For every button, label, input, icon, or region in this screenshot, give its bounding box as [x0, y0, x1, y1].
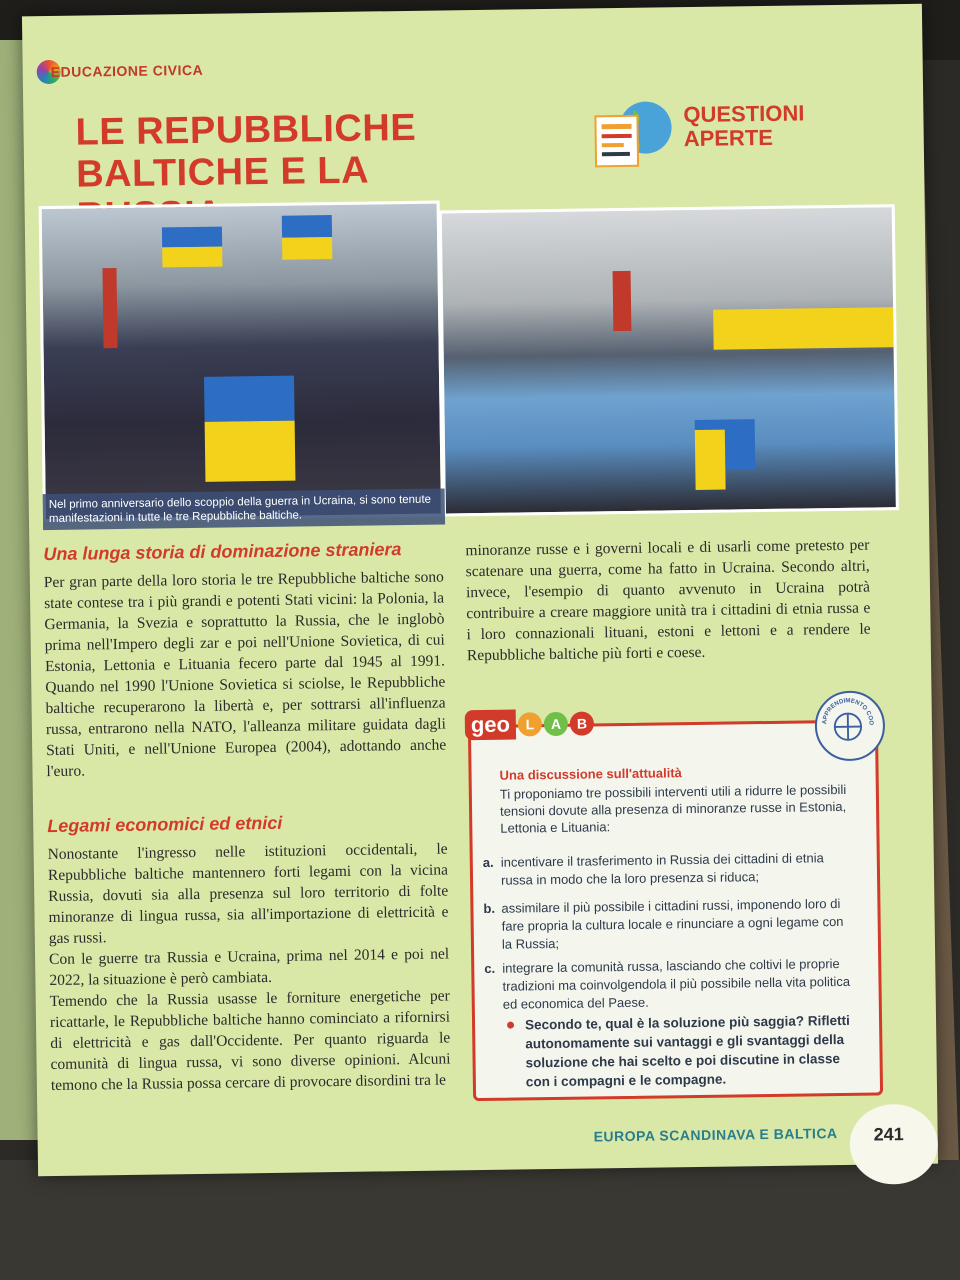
option-a [482, 849, 851, 890]
textbook-page [22, 4, 938, 1176]
desk-surface [0, 1160, 960, 1280]
discussion-question: Secondo te, qual è la soluzione più saggia? Rifletti autonomamente sui vantaggi e gli svantaggi della soluzione che hai scelto e poi discutine in classe con i compagni e le compagne. [524, 1012, 850, 1090]
page-title: LE REPUBBLICHE BALTICHE E LA [75, 106, 417, 196]
history-column [44, 567, 447, 783]
ties-paragraph-3: Temendo che la Russia usasse le forniture energetiche per ricattarle, le Repubbliche baltiche hanno cominciato a rifornirsi di elettricità e gas dall'Occidente. Per quanto riguarda le comunità di lingua russa, vi sono diverse opinioni. Alcuni temono che la Russia possa cercare di provocare disordini tra le [49, 987, 451, 1095]
continued-paragraph: minoranze russe e i governi locali e di usarli come pretesto per scatenare una guerra, come ha fatto in Ucraina. Secondo altri, invece, l'esempio di quanto avvenuto in Ucraina potrà contribuire a creare maggiore unità tra i cittadini di etnia russa e i loro connazionali lituani, estoni e lettoni e a rendere le Repubbliche baltiche più forti e coese. [465, 536, 871, 665]
ties-column [48, 838, 451, 1096]
activity-intro: Ti proponiamo tre possibili interventi utili a ridurre le possibili tensioni dovute alla presenza di minoranze russe in Estonia, Lettonia e Lituania: [499, 781, 847, 836]
geolab-geo-label: geo [465, 710, 517, 741]
section-tag: EDUCAZIONE CIVICA [50, 61, 204, 80]
page-number: 241 [873, 1124, 904, 1145]
rally-photo-left [39, 201, 444, 523]
cooperative-learning-label: APPRENDIMENTO COOPERATIVO [821, 697, 875, 726]
question-bullet-icon [507, 1022, 514, 1029]
option-letter: c. [484, 960, 496, 976]
option-text: assimilare il più possibile i cittadini russi, imponendo loro di fare propria la cultura locale e rinunciare a ogni legame con la Russia; [501, 896, 844, 952]
section-heading-ties: Legami economici ed etnici [47, 812, 283, 837]
geolab-letter-a: A [544, 712, 568, 736]
history-paragraph: Per gran parte della loro storia le tre Repubbliche baltiche sono state contese tra i più grandi e potenti Stati vicini: la Polonia, la Germania, la Svezia e soprattutto la Russia, che le inglobò prima nell'Impero degli zar e poi nell'Unione Sovietica, di cui Estonia, Lettonia e Lituania fecero parte dal 1945 al 1991. Quando nel 1990 l'Unione Sovietica si sciolse, le Repubbliche baltiche recuperarono la libertà e, per sottrarsi all'influenza russa, entrarono nella NATO, l'alleanza militare guidata dagli Stati Uniti, e nell'Unione Europea (2004), adottando anche l'euro. [43, 568, 447, 781]
geolab-activity-box [468, 697, 883, 1101]
ties-paragraph-2: Con le guerre tra Russia e Ucraina, prima nel 2014 e poi nel 2022, la situazione è però cambiata. [48, 945, 450, 990]
option-text: integrare la comunità russa, lasciando che coltivi le proprie tradizioni ma coinvolgendola il più possibile nella vita politica ed economica del Paese. [502, 956, 851, 1012]
option-letter: b. [483, 900, 496, 916]
open-questions-label: QUESTIONI APERTE [683, 100, 805, 152]
cooperative-learning-icon [814, 690, 885, 761]
geolab-letter-l: L [518, 712, 542, 736]
section-heading-history: Una lunga storia di dominazione straniera [43, 539, 402, 565]
option-b [483, 895, 852, 954]
option-text: incentivare il trasferimento in Russia dei cittadini di etnia russa in modo che la loro presenza si riduca; [500, 850, 824, 888]
chapter-label: EUROPA SCANDINAVA E BALTICA [593, 1125, 838, 1145]
ties-paragraph-1: Nonostante l'ingresso nelle istituzioni occidentali, le Repubbliche baltiche mantennero forti legami con la vicina Russia, dovuti sia alla presenza sul loro territorio di folte minoranze di lingua russa, sia all'importazione di elettricità e gas russi. [47, 840, 449, 948]
activity-title: Una discussione sull'attualità [499, 765, 682, 783]
geolab-logo [465, 708, 595, 740]
option-c [484, 955, 853, 1014]
globe-document-icon [593, 97, 676, 170]
rally-photo-right [439, 204, 899, 516]
svg-text:APPRENDIMENTO COOPERATIVO [816, 692, 874, 726]
geolab-letter-b: B [570, 711, 594, 735]
right-column-text [465, 535, 871, 667]
option-letter: a. [482, 854, 494, 870]
photo-caption: Nel primo anniversario dello scoppio della guerra in Ucraina, si sono tenute manifestazioni in tutte le tre Repubbliche baltiche. [43, 488, 445, 530]
